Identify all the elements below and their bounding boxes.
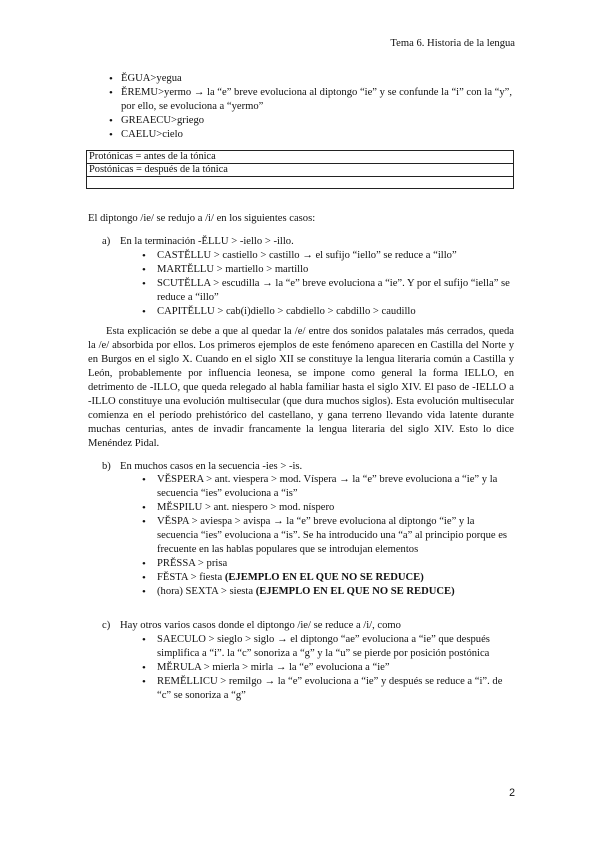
- list-item: • GREAECU>griego: [88, 114, 514, 128]
- list-item: • REMĔLLICU > remilgo → la “e” evoluciona a “ie” y después se reduce a “i”. de “c” se sonoriza a “g”: [140, 675, 514, 703]
- section-b-heading: [88, 460, 514, 474]
- section-a-heading: [88, 235, 514, 249]
- section-letter: a): [102, 235, 111, 247]
- section-letter: c): [102, 620, 111, 632]
- item-text: PRĔSSA > prisa: [157, 558, 228, 570]
- stress-definition-table: [86, 150, 514, 189]
- list-item: • ĔREMU>yermo → la “e” breve evoluciona al diptongo “ie” y se confunde la “i” con la “y”, por ello, se evoluciona a “yermo”: [88, 86, 514, 114]
- list-item: • SAECULO > sieglo > siglo → el diptongo “ae” evoluciona a “ie” que después simplifica a “i”. la “c” sonoriza a “g” y la “u” se pierde por posición postónica: [140, 633, 514, 661]
- section-a-paragraph: Esta explicación se debe a que al quedar la /e/ entre dos sonidos palatales más cerrados, queda la /e/ absorbida por ellos. Los primeros ejemplos de este fenómeno aparecen en Castilla del Norte y en Burgos en el siglo X. Cuando en el siglo XII se constituye la lengua literaria común a Castilla y León, probablemente por influencia leonesa, se impone como general la forma IELLO, en detrimento de -ILLO, que queda relegado al habla familiar hasta el siglo XIV. El paso de -IELLO a -ILLO constituye una evolución multisecular (que dura muchos siglos). Esta evolución multisecular comienza en el período prehistórico del castellano, y gana terreno llevando vida latente durante muchas centurias, antes de invadir francamente la lengua literaria del siglo XIV. Esto lo dice Menéndez Pidal.: [88, 325, 514, 449]
- item-text: MĔSPILU > ant. niespero > mod. níspero: [157, 502, 335, 514]
- page-number: 2: [509, 787, 515, 799]
- list-item: [140, 557, 514, 571]
- item-text: FĔSTA > fiesta: [157, 572, 225, 584]
- list-item: [140, 515, 514, 557]
- list-item: [140, 473, 514, 501]
- list-item: [140, 571, 514, 585]
- section-letter: b): [102, 460, 111, 472]
- top-bullet-list: [88, 72, 514, 142]
- section-heading-text: Hay otros varios casos donde el diptongo /ie/ se reduce a /i/, como: [120, 620, 401, 632]
- list-item: • CAPITĔLLU > cab(i)diello > cabdiello > cabdillo > caudillo: [140, 305, 514, 319]
- table-cell: Postónicas = después de la tónica: [87, 164, 514, 177]
- section-heading-text: En la terminación -ĔLLU > -iello > -illo.: [120, 235, 294, 247]
- section-a-list: [88, 249, 514, 319]
- list-item: • MĔRULA > mierla > mirla → la “e” evoluciona a “ie”: [140, 661, 514, 675]
- table-cell: Protónicas = antes de la tónica: [87, 151, 514, 164]
- list-item: • SCUTĔLLA > escudilla → la “e” breve evoluciona a “ie”. Y por el sufijo “iella” se reduce a “illo”: [140, 277, 514, 305]
- section-c-heading: [88, 619, 514, 633]
- item-note: (EJEMPLO EN EL QUE NO SE REDUCE): [255, 586, 455, 598]
- section-heading-text: En muchos casos en la secuencia -ies > -is.: [120, 460, 303, 472]
- section-b-list: [88, 473, 514, 599]
- section-c-list: [88, 633, 514, 703]
- item-text: VĔSPA > aviespa > avispa → la “e” breve evoluciona al diptongo “ie” y la secuencia “ies” evoluciona a “is”. Se ha introducido una “a” al principio porque es frecuente en las hablas populares que se introdujan elementos: [157, 516, 508, 556]
- list-item: • ĔGUA>yegua: [88, 72, 514, 86]
- list-item: • CAELU>cielo: [88, 128, 514, 142]
- item-note: (EJEMPLO EN EL QUE NO SE REDUCE): [224, 572, 424, 584]
- list-item: [140, 585, 514, 599]
- main-content: [88, 212, 514, 703]
- item-text: VĔSPERA > ant. viespera > mod. Víspera → la “e” breve evoluciona a “ie” y la secuencia “ies” evoluciona a “is”: [157, 474, 498, 500]
- item-text: (hora) SEXTA > siesta: [157, 586, 256, 598]
- list-item: [140, 501, 514, 515]
- list-item: • MARTĔLLU > martiello > martillo: [140, 263, 514, 277]
- table-cell: [87, 177, 514, 189]
- list-item: • CASTĔLLU > castiello > castillo → el sufijo “iello” se reduce a “illo”: [140, 249, 514, 263]
- page-header: Tema 6. Historia de la lengua: [390, 38, 515, 49]
- intro-text: El diptongo /ie/ se redujo a /i/ en los siguientes casos:: [88, 213, 316, 224]
